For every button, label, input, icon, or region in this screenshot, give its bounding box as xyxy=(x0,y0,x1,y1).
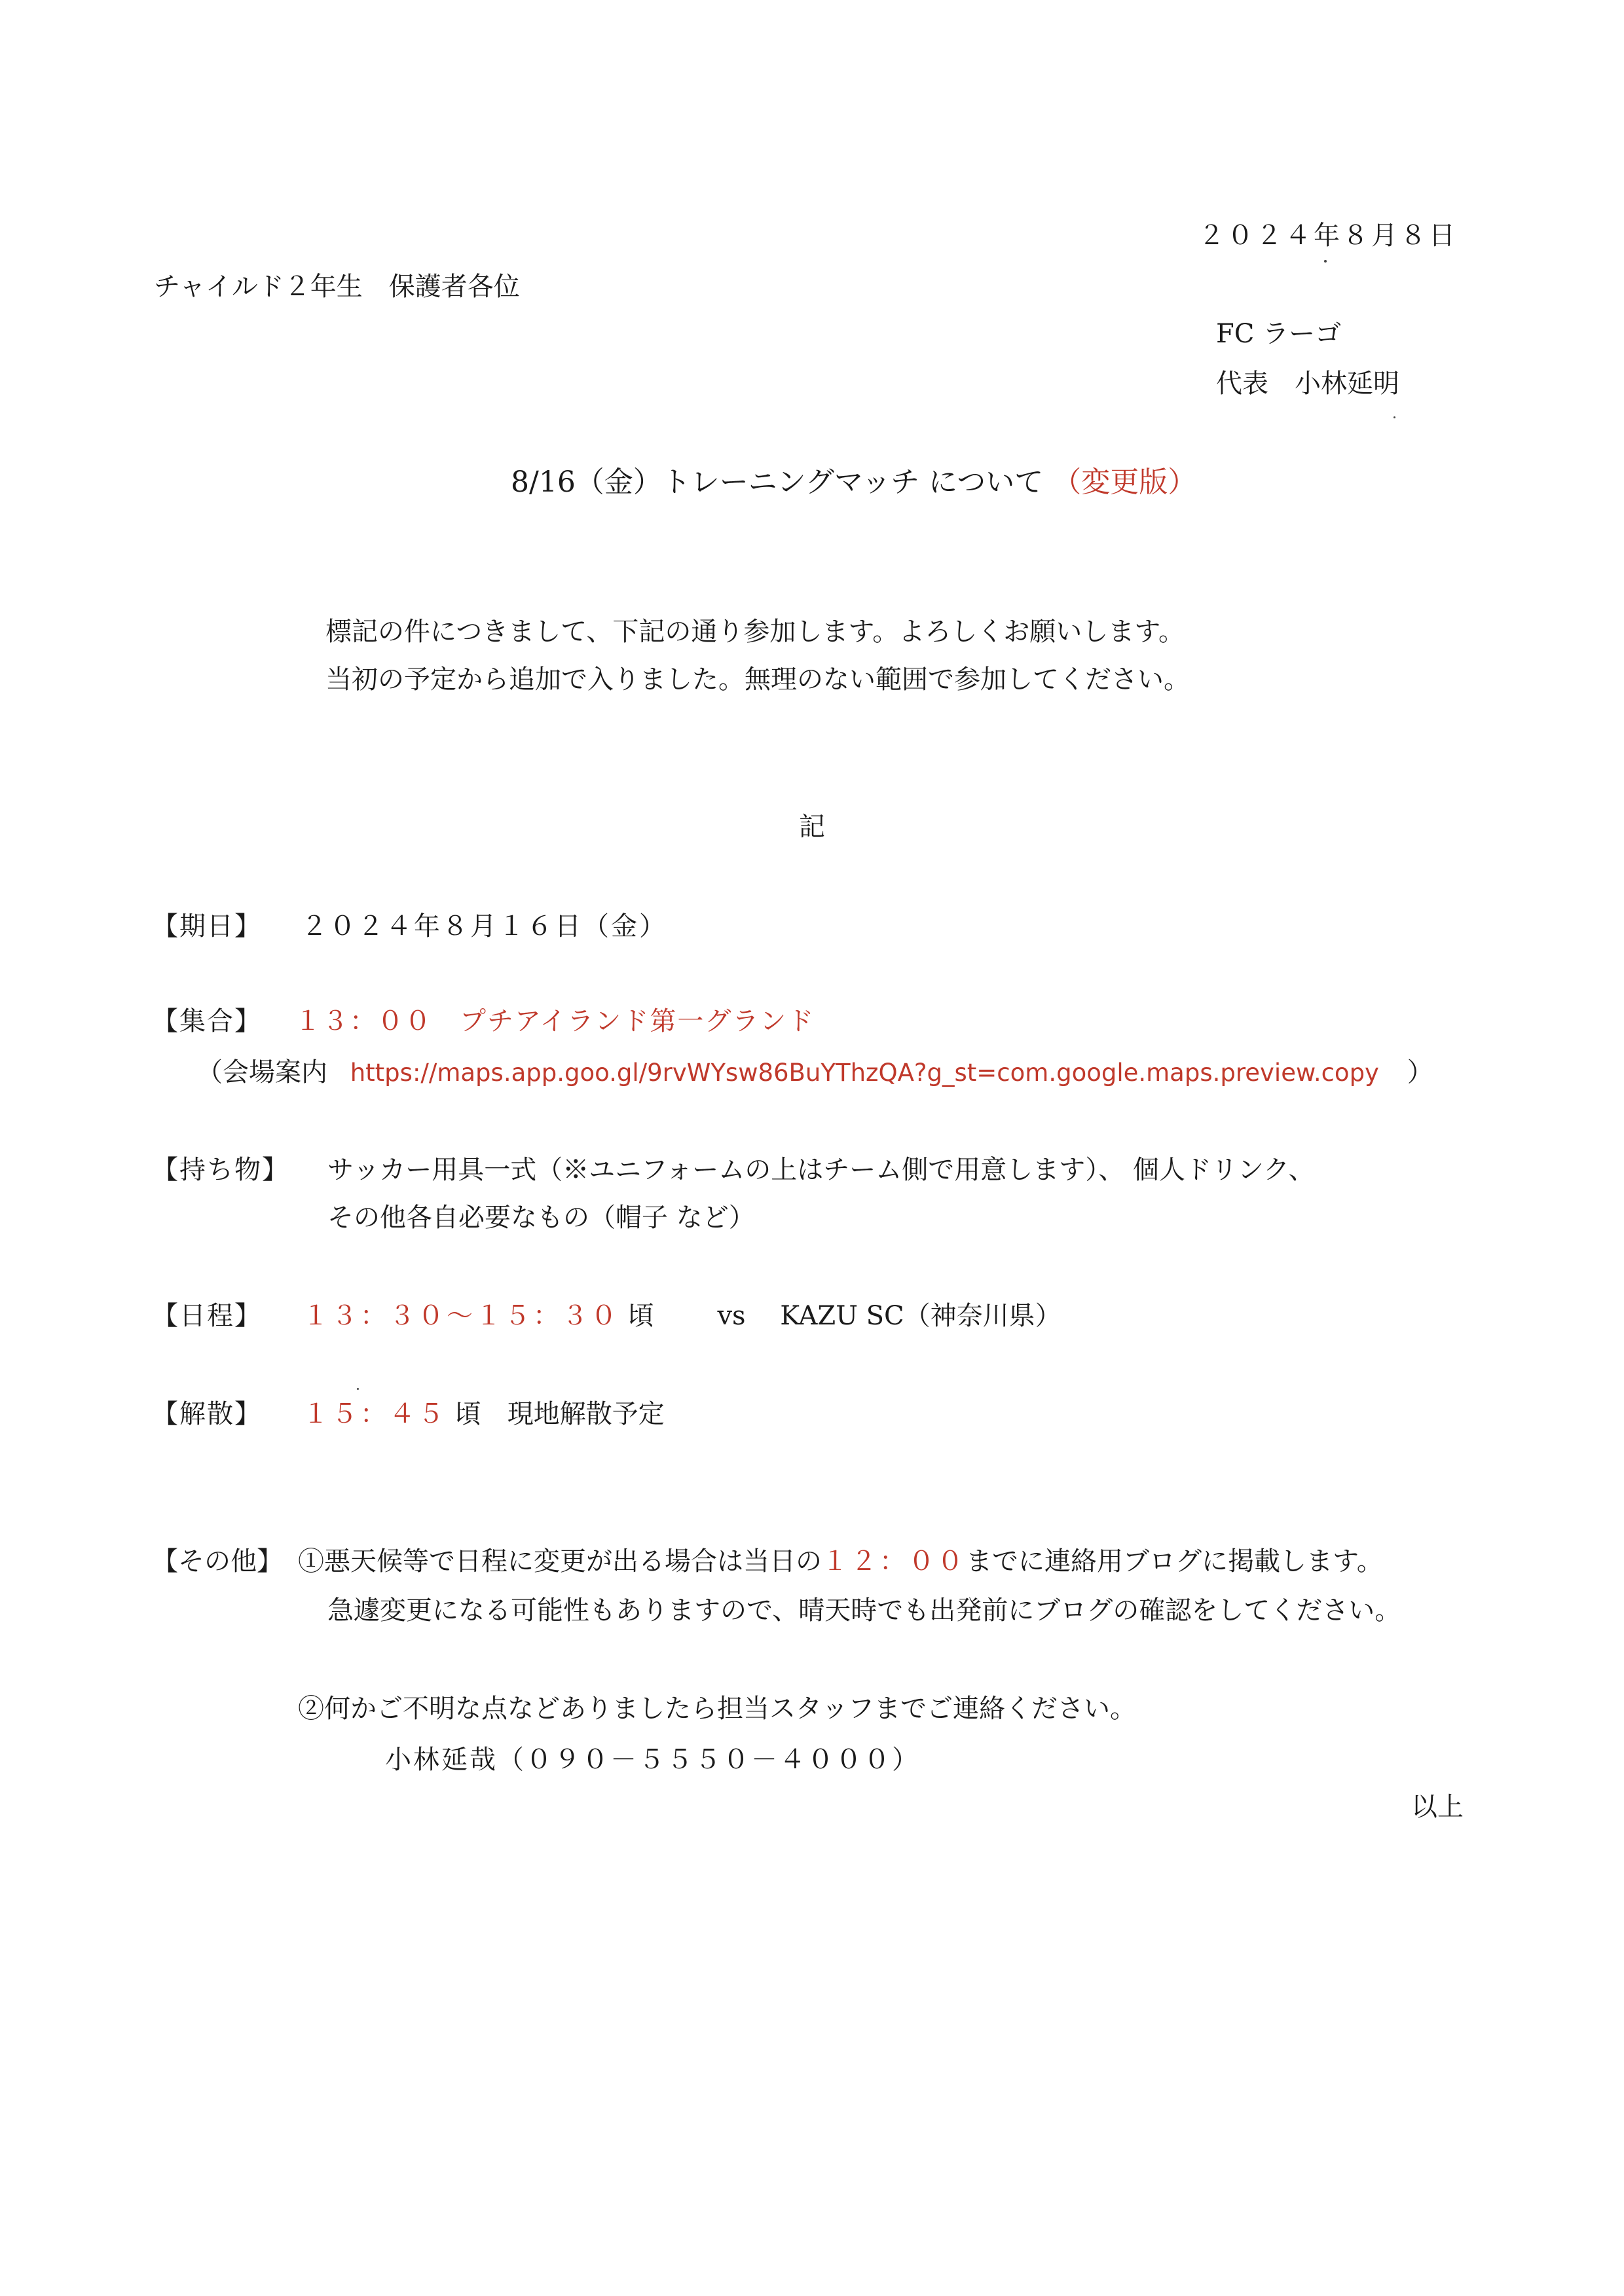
scan-speck xyxy=(357,1388,359,1390)
dismissal-time: １５：４５ xyxy=(303,1399,447,1429)
schedule-approx: 頃 xyxy=(627,1301,654,1331)
venue-guide-suffix: ） xyxy=(1407,1057,1433,1087)
recipient: チャイルド２年生 保護者各位 xyxy=(154,272,520,302)
items-label: 【持ち物】 xyxy=(152,1155,289,1185)
sender-rep: 代表 小林延明 xyxy=(1216,369,1399,399)
other-item-1-pre: ①悪天候等で日程に変更が出る場合は当日の xyxy=(298,1546,822,1576)
closing-ijo: 以上 xyxy=(1411,1792,1464,1822)
items-line-1: サッカー用具一式（※ユニフォームの上はチーム側で用意します）、 個人ドリンク、 xyxy=(327,1155,1315,1185)
title-revision-tag: （変更版） xyxy=(1052,465,1197,499)
intro-line-2: 当初の予定から追加で入りました。無理のない範囲で参加してください。 xyxy=(325,665,1190,695)
venue-guide xyxy=(196,1059,1433,1085)
scan-speck xyxy=(1393,416,1395,418)
other-item-1-post: までに連絡用ブログに掲載します。 xyxy=(966,1546,1383,1576)
other-label: 【その他】 xyxy=(152,1546,283,1576)
other-item-2-line-1: ②何かご不明な点などありましたら担当スタッフまでご連絡ください。 xyxy=(298,1694,1136,1724)
contact-person: 小林延哉（０９０－５５５０－４０００） xyxy=(385,1745,920,1775)
venue-map-link[interactable]: https://maps.app.goo.gl/9rvWYsw86BuYThzQA?g_st=com.google.maps.preview.copy xyxy=(350,1059,1379,1087)
dismissal-label: 【解散】 xyxy=(152,1399,262,1429)
meeting-time-place: １３：００ プチアイランド第一グランド xyxy=(295,1006,815,1036)
meeting-label: 【集合】 xyxy=(152,1006,262,1036)
dismissal-note: 頃 現地解散予定 xyxy=(454,1399,665,1429)
date-label: 【期日】 xyxy=(152,911,262,941)
title-main: 8/16（金）トレーニングマッチ について xyxy=(511,465,1044,499)
intro-line-1: 標記の件につきまして、下記の通り参加します。よろしくお願いします。 xyxy=(325,617,1185,647)
other-item-1 xyxy=(298,1548,1383,1575)
items-line-2: その他各自必要なもの（帽子 など） xyxy=(327,1203,755,1233)
schedule-opponent: KAZU SC（神奈川県） xyxy=(780,1301,1061,1331)
other-item-1-time: １２：００ xyxy=(822,1546,966,1576)
ki-heading: 記 xyxy=(799,812,825,842)
scan-speck xyxy=(1324,260,1327,263)
schedule-label: 【日程】 xyxy=(152,1301,262,1331)
dismissal-value xyxy=(303,1401,665,1427)
sender-org: FC ラーゴ xyxy=(1216,319,1342,349)
letter-date: ２０２４年８月８日 xyxy=(1198,221,1458,251)
venue-guide-prefix: （会場案内 xyxy=(196,1057,327,1087)
schedule-value xyxy=(303,1303,1061,1329)
event-date: ２０２４年８月１６日（金） xyxy=(301,911,667,941)
schedule-time: １３：３０～１５：３０ xyxy=(303,1301,619,1331)
schedule-vs: vs xyxy=(717,1301,746,1331)
document-title xyxy=(511,465,1197,499)
other-item-1-line-2: 急遽変更になる可能性もありますので、晴天時でも出発前にブログの確認をしてください。 xyxy=(327,1595,1401,1626)
